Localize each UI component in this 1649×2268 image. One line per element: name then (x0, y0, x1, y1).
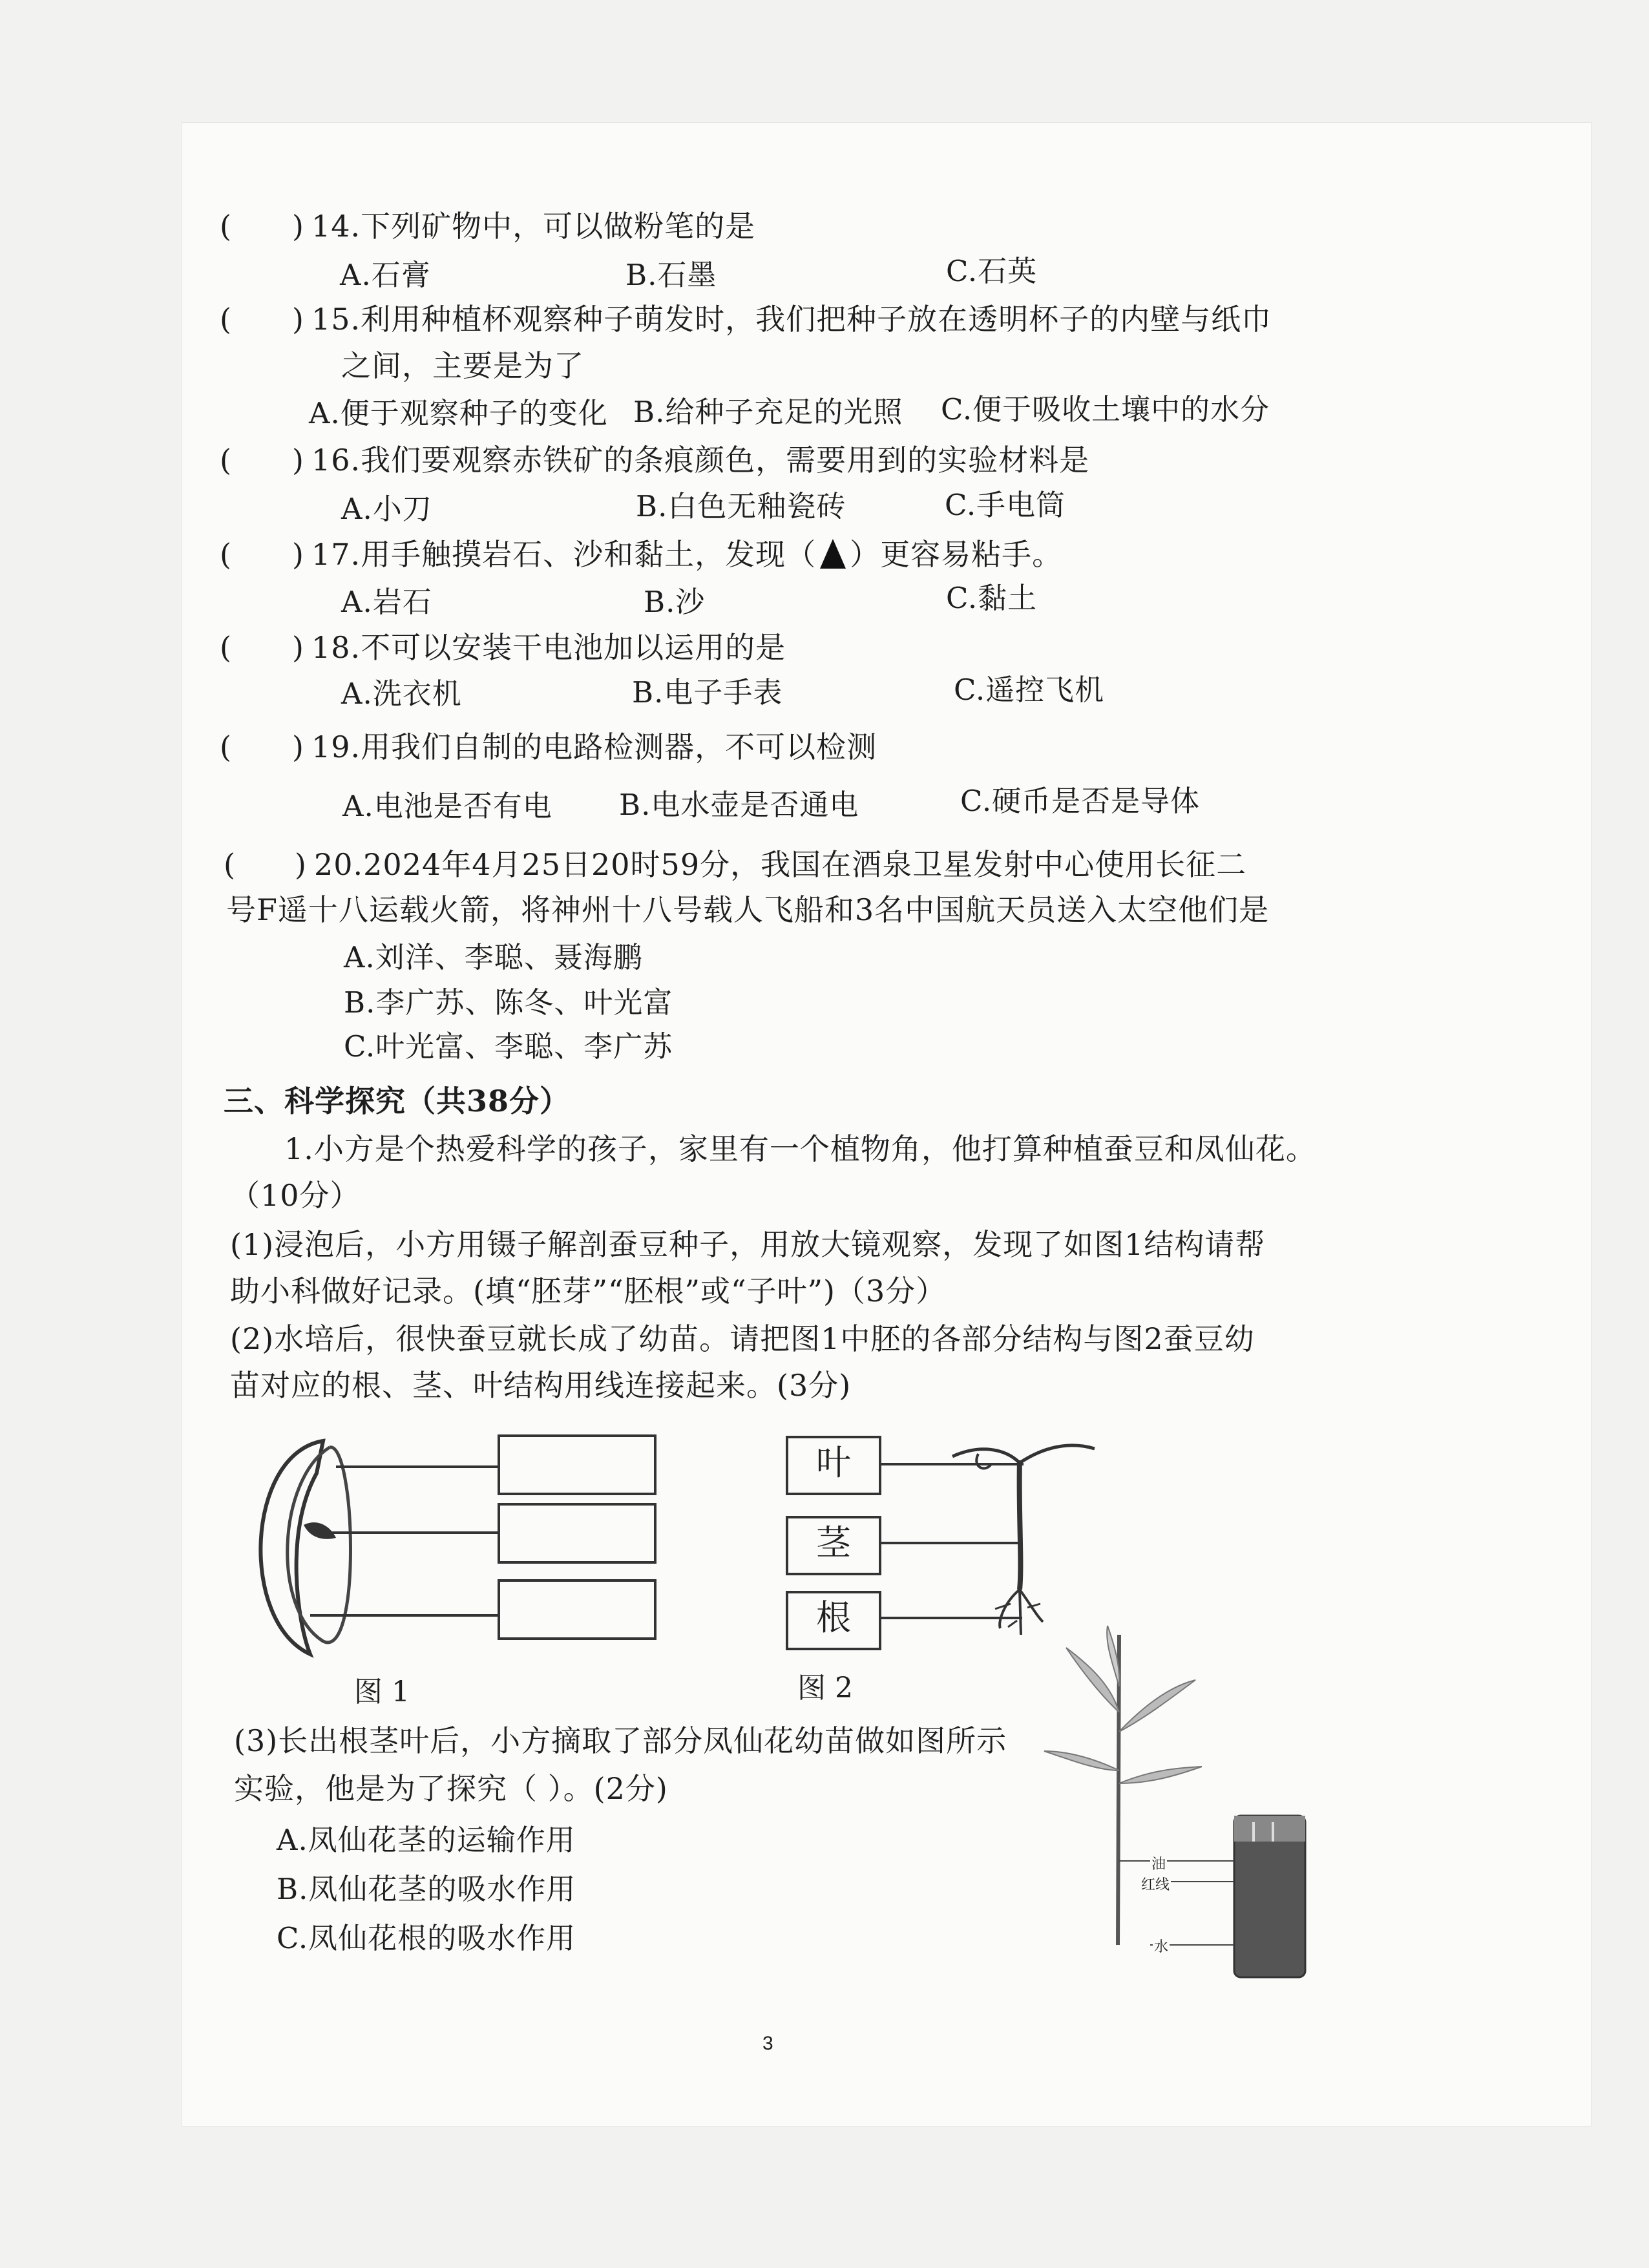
option-c: C.便于吸收土壤中的水分 (941, 392, 1270, 426)
answer-paren-open: ( (224, 847, 236, 882)
question-text-continued: 号F遥十八运载火箭，将神州十八号载人飞船和3名中国航天员送入太空他们是 (226, 892, 1270, 927)
p1-line1: (1)浸泡后，小方用镊子解剖蚕豆种子，用放大镜观察，发现了如图1结构请帮 (230, 1227, 1266, 1262)
option-c: C.叶光富、李聪、李广苏 (344, 1029, 673, 1064)
answer-paren-close: ) (292, 209, 304, 244)
option-a: A.便于观察种子的变化 (309, 396, 608, 430)
seedling-diagram (881, 1434, 1153, 1641)
question-text: 20.2024年4月25日20时59分，我国在酒泉卫星发射中心使用长征二 (314, 847, 1247, 882)
p3-option-a: A.凤仙花茎的运输作用 (277, 1823, 576, 1857)
answer-box-2[interactable] (498, 1503, 656, 1564)
label-red-line: 红线 (1140, 1874, 1171, 1894)
option-b: B.沙 (644, 585, 706, 619)
triangle-icon (820, 539, 846, 569)
q1-intro: 1.小方是个热爱科学的孩子，家里有一个植物角，他打算种植蚕豆和凤仙花。 (284, 1131, 1316, 1166)
answer-paren-open: ( (220, 209, 232, 244)
question-text: 16.我们要观察赤铁矿的条痕颜色，需要用到的实验材料是 (311, 443, 1090, 478)
option-c: C.遥控飞机 (954, 673, 1105, 707)
option-a: A.岩石 (341, 585, 432, 619)
figure-1-caption: 图 1 (354, 1675, 410, 1708)
label-water: 水 (1153, 1936, 1170, 1956)
label-oil: 油 (1150, 1853, 1167, 1873)
p1-line2: 助小科做好记录。(填“胚芽”“胚根”或“子叶”)（3分） (230, 1274, 947, 1308)
option-a: A.小刀 (341, 492, 432, 526)
question-text-part-b: ）更容易粘手。 (850, 537, 1063, 572)
label-stem: 茎 (816, 1522, 851, 1563)
answer-paren-close: ) (292, 630, 304, 665)
p3-line1: (3)长出根茎叶后，小方摘取了部分凤仙花幼苗做如图所示 (234, 1723, 1007, 1758)
question-text (311, 536, 1062, 572)
answer-paren-close: ) (292, 730, 304, 764)
answer-paren-close: ) (292, 302, 304, 337)
option-c: C.硬币是否是导体 (960, 784, 1201, 818)
option-a: A.石膏 (340, 258, 431, 292)
answer-paren-open: ( (220, 730, 232, 764)
option-c: C.黏土 (946, 581, 1038, 615)
question-text: 14.下列矿物中，可以做粉笔的是 (311, 209, 756, 244)
option-a: A.刘洋、李聪、聂海鹏 (344, 940, 643, 974)
p2-line1: (2)水培后，很快蚕豆就长成了幼苗。请把图1中胚的各部分结构与图2蚕豆幼 (230, 1321, 1255, 1356)
page-number: 3 (762, 2033, 773, 2054)
answer-paren-close: ) (295, 847, 307, 882)
answer-paren-close: ) (292, 443, 304, 478)
option-b: B.石墨 (625, 258, 717, 292)
question-text-part-a: 17.用手触摸岩石、沙和黏土，发现（ (311, 537, 817, 572)
option-b: B.给种子充足的光照 (633, 395, 903, 429)
label-leaf: 叶 (816, 1442, 851, 1483)
p3-option-b: B.凤仙花茎的吸水作用 (277, 1872, 576, 1906)
option-b: B.电水壶是否通电 (619, 788, 859, 822)
figure-2-caption: 图 2 (797, 1672, 853, 1705)
answer-paren-close: ) (292, 537, 304, 572)
option-b: B.电子手表 (632, 675, 783, 709)
plant-in-water-diagram (1040, 1622, 1325, 1984)
option-a: A.洗衣机 (341, 677, 462, 711)
p3-line2: 实验，他是为了探究（ ）。(2分) (234, 1771, 668, 1806)
option-b: B.白色无釉瓷砖 (636, 489, 846, 523)
answer-paren-open: ( (220, 537, 232, 572)
q1-score: （10分） (230, 1178, 361, 1213)
answer-box-3[interactable] (498, 1579, 656, 1640)
question-text: 15.利用种植杯观察种子萌发时，我们把种子放在透明杯子的内壁与纸巾 (311, 302, 1272, 337)
label-root: 根 (816, 1597, 851, 1638)
question-text: 18.不可以安装干电池加以运用的是 (311, 630, 786, 665)
answer-paren-open: ( (220, 302, 232, 337)
option-c: C.石英 (946, 254, 1038, 288)
option-a: A.电池是否有电 (342, 789, 552, 823)
p2-line2: 苗对应的根、茎、叶结构用线连接起来。(3分) (230, 1368, 852, 1403)
option-c: C.手电筒 (945, 488, 1066, 522)
question-text: 19.用我们自制的电路检测器，不可以检测 (311, 730, 877, 764)
section-3-title: 三、科学探究（共38分） (224, 1084, 571, 1118)
answer-box-1[interactable] (498, 1434, 656, 1495)
question-text-continued: 之间，主要是为了 (341, 348, 584, 383)
option-b: B.李广苏、陈冬、叶光富 (344, 985, 673, 1020)
answer-paren-open: ( (220, 630, 232, 665)
answer-paren-open: ( (220, 443, 232, 478)
p3-option-c: C.凤仙花根的吸水作用 (277, 1921, 576, 1955)
